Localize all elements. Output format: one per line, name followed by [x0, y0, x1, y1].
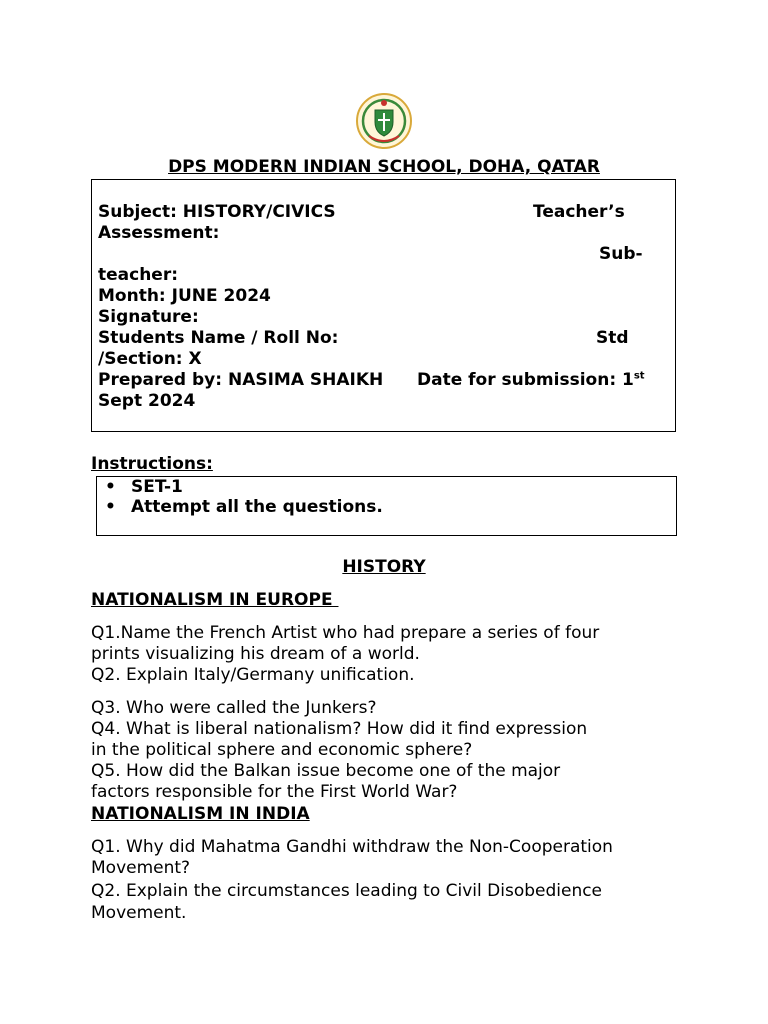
nationalism-india-heading: NATIONALISM IN INDIA [91, 804, 310, 824]
date-superscript: st [633, 370, 645, 382]
question-line: Movement. [91, 903, 187, 923]
instructions-box [96, 476, 677, 536]
instruction-item: • SET-1 [105, 477, 183, 497]
std-label: Std [596, 328, 629, 348]
instruction-item: • Attempt all the questions. [105, 497, 383, 517]
students-name-label: Students Name / Roll No: [98, 328, 339, 348]
question-line: Movement? [91, 858, 191, 878]
question-line: Q2. Explain Italy/Germany unification. [91, 665, 415, 685]
submission-year-label: Sept 2024 [98, 391, 196, 411]
teacher-label: teacher: [98, 265, 179, 285]
history-heading: HISTORY [342, 557, 426, 577]
school-title: DPS MODERN INDIAN SCHOOL, DOHA, QATAR [168, 157, 600, 177]
instructions-heading: Instructions: [91, 454, 213, 474]
question-line: Q2. Explain the circumstances leading to Civil Disobedience [91, 881, 603, 901]
signature-label: Signature: [98, 307, 199, 327]
subject-label: Subject: HISTORY/CIVICS [98, 202, 336, 222]
bullet-icon: • [105, 497, 116, 517]
question-line: Q4. What is liberal nationalism? How did it find expression [91, 719, 588, 739]
section-label: /Section: X [98, 349, 202, 369]
question-line: Q1.Name the French Artist who had prepare a series of four [91, 623, 600, 643]
month-label: Month: JUNE 2024 [98, 286, 271, 306]
teachers-label: Teacher’s [533, 202, 625, 222]
question-line: Q1. Why did Mahatma Gandhi withdraw the Non-Cooperation [91, 837, 613, 857]
bullet-icon: • [105, 477, 116, 497]
question-line: prints visualizing his dream of a world. [91, 644, 420, 664]
assessment-label: Assessment: [98, 223, 220, 243]
prepared-by-label: Prepared by: NASIMA SHAIKH [98, 370, 384, 390]
submission-date-label: Date for submission: 1st [417, 370, 645, 390]
question-line: factors responsible for the First World War? [91, 782, 458, 802]
question-line: Q5. How did the Balkan issue become one of the major [91, 761, 561, 781]
sub-label: Sub- [599, 244, 643, 264]
school-crest-logo [355, 92, 413, 150]
question-line: Q3. Who were called the Junkers? [91, 698, 377, 718]
assessment-info-box [91, 179, 676, 432]
question-line: in the political sphere and economic sphere? [91, 740, 473, 760]
nationalism-europe-heading: NATIONALISM IN EUROPE [91, 590, 339, 610]
